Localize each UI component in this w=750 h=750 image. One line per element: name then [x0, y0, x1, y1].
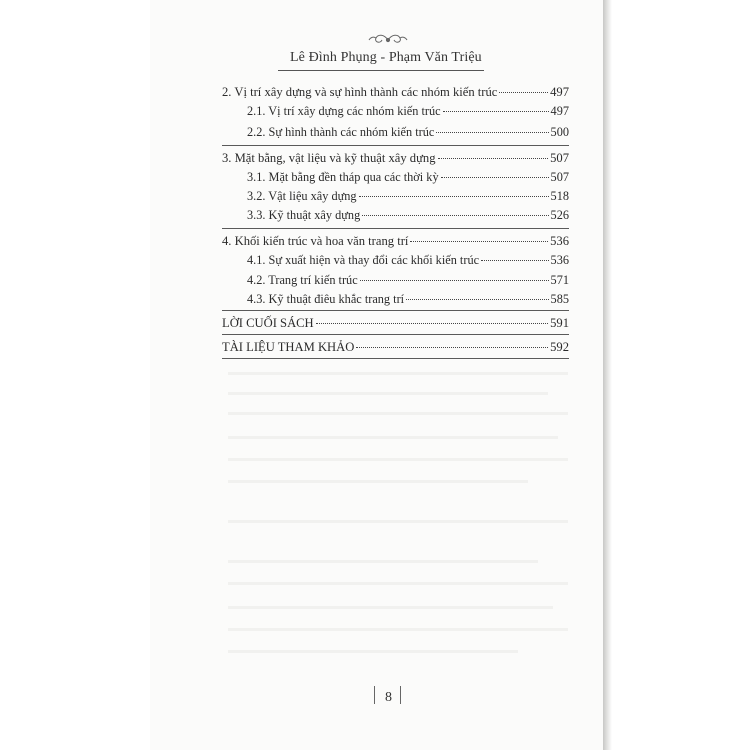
dot-leader	[443, 111, 549, 112]
toc-entry-label: 4.1. Sự xuất hiện và thay đổi các khối kiến trúc	[247, 253, 480, 267]
toc-page-number: 507	[550, 170, 569, 184]
toc-entry-label: TÀI LIỆU THAM KHẢO	[222, 340, 355, 354]
dot-leader	[316, 323, 548, 324]
dot-leader	[499, 92, 548, 93]
section-divider	[222, 228, 569, 229]
toc-entry-label: 4.2. Trang trí kiến trúc	[247, 273, 358, 287]
toc-entry-label: 3. Mặt bằng, vật liệu và kỹ thuật xây dựng	[222, 151, 436, 165]
toc-entry-label: LỜI CUỐI SÁCH	[222, 316, 314, 330]
page-number-bar-left	[374, 686, 375, 704]
toc-subentry	[247, 291, 569, 307]
toc-page-number: 536	[550, 253, 569, 267]
dot-leader	[406, 299, 548, 300]
toc-subentry	[247, 124, 569, 140]
toc-page-number: 507	[550, 151, 569, 165]
toc-subentry	[247, 272, 569, 288]
section-divider	[222, 145, 569, 146]
toc-subentry	[247, 103, 569, 119]
toc-page-number: 497	[550, 104, 569, 118]
flourish-ornament-icon	[368, 32, 408, 48]
toc-entry	[222, 150, 569, 166]
toc-entry-label: 2.1. Vị trí xây dựng các nhóm kiến trúc	[247, 104, 441, 118]
toc-entry-label: 4.3. Kỹ thuật điêu khắc trang trí	[247, 292, 405, 306]
toc-entry-label: 3.3. Kỹ thuật xây dựng	[247, 208, 361, 222]
dot-leader	[359, 196, 549, 197]
section-divider	[222, 358, 569, 359]
toc-subentry	[247, 252, 569, 268]
toc-entry-label: 2. Vị trí xây dựng và sự hình thành các nhóm kiến trúc	[222, 85, 498, 99]
toc-subentry	[247, 207, 569, 223]
page-number-bar-right	[400, 686, 401, 704]
toc-entry	[222, 315, 569, 331]
toc-entry-label: 3.1. Mặt bằng đền tháp qua các thời kỳ	[247, 170, 439, 184]
dot-leader	[360, 280, 549, 281]
dot-leader	[481, 260, 548, 261]
toc-page-number: 500	[550, 125, 569, 139]
dot-leader	[362, 215, 548, 216]
toc-entry	[222, 339, 569, 355]
toc-entry-label: 4. Khối kiến trúc và hoa văn trang trí	[222, 234, 409, 248]
header-rule	[278, 70, 484, 71]
toc-page-number: 497	[550, 85, 569, 99]
toc-page-number: 526	[550, 208, 569, 222]
toc-entry	[222, 84, 569, 100]
running-header: Lê Đình Phụng - Phạm Văn Triệu	[290, 50, 482, 65]
section-divider	[222, 334, 569, 335]
page-number: 8	[385, 690, 392, 705]
dot-leader	[436, 132, 548, 133]
toc-entry-label: 3.2. Vật liệu xây dựng	[247, 189, 357, 203]
page-edge-shadow	[603, 0, 612, 750]
toc-page-number: 536	[550, 234, 569, 248]
toc-page-number: 571	[550, 273, 569, 287]
toc-entry	[222, 233, 569, 249]
dot-leader	[356, 347, 548, 348]
toc-page-number: 585	[550, 292, 569, 306]
section-divider	[222, 310, 569, 311]
toc-page-number: 592	[550, 340, 569, 354]
dot-leader	[438, 158, 549, 159]
toc-page-number: 518	[550, 189, 569, 203]
toc-entry-label: 2.2. Sự hình thành các nhóm kiến trúc	[247, 125, 435, 139]
dot-leader	[410, 241, 548, 242]
toc-subentry	[247, 169, 569, 185]
dot-leader	[441, 177, 549, 178]
toc-page-number: 591	[550, 316, 569, 330]
toc-subentry	[247, 188, 569, 204]
